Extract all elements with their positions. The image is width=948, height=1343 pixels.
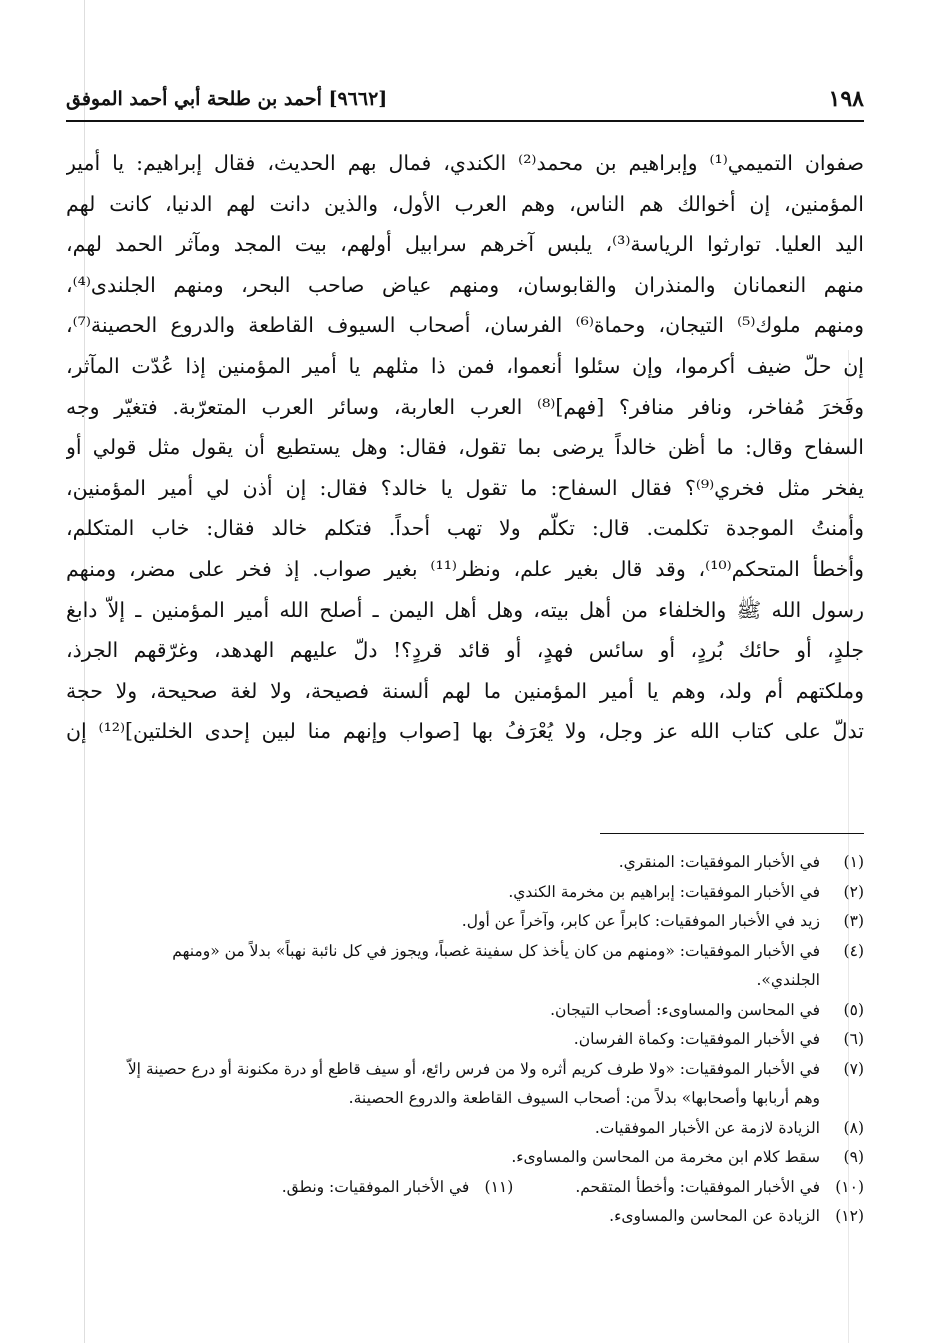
footnote-number: (٩) [843, 1148, 864, 1166]
footnote-number: (٧) [843, 1059, 864, 1078]
footnote-text: الزيادة عن المحاسن والمساوىء. [609, 1207, 820, 1225]
footnote [66, 996, 864, 1026]
footnote-text: الزيادة لازمة عن الأخبار الموفقيات. [594, 1118, 820, 1137]
footnote [66, 1114, 864, 1144]
footnote [66, 937, 864, 996]
page-header [66, 82, 864, 122]
footnote-text: في الأخبار الموفقيات: «ولا طرف كريم أثره ولا من فرس رائع، أو سيف قاطع أو درة مكنونة أو درع حصينة إلاّ [127, 1059, 820, 1078]
text-line: المؤمنين، إن أخوالك هم الناس، وهم العرب الأول، والذين دانت لهم الدنيا، كانت لهم [66, 191, 864, 216]
text-line: ومنهم ملوك⁽⁵⁾ التيجان، وحماة⁽⁶⁾ الفرسان، أصحاب السيوف القاطعة والدروع الحصينة⁽⁷⁾، [66, 313, 864, 338]
footnote [66, 1143, 864, 1173]
footnote-number: (٥) [843, 1000, 864, 1019]
footnote-text: في الأخبار الموفقيات: المنقري. [618, 853, 820, 871]
footnote-text-continued: وهم أربابها وأصحابها» بدلاً من: أصحاب السيوف القاطعة والدروع الحصينة. [348, 1089, 820, 1107]
text-line: وفَخرَ مُفاخر، ونافر منافر؟ [فهم]⁽⁸⁾ العرب العاربة، وسائر العرب المتعرّبة. فتغيّر وجه [66, 394, 864, 419]
footnote-separator [600, 833, 864, 834]
footnote-text: في الأخبار الموفقيات: «ومنهم من كان يأخذ كل سفينة غصباً، ويجوز في كل نائبة نهباً» بدلاً من «ومنهم [172, 941, 820, 960]
footnote-text: زيد في الأخبار الموفقيات: كابراً عن كابر، وآخراً عن أول. [461, 912, 820, 930]
footnote-text: في المحاسن والمساوىء: أصحاب التيجان. [550, 1000, 820, 1019]
footnote-text: في الأخبار الموفقيات: إبراهيم بن مخرمة الكندي. [508, 882, 820, 901]
text-line: وأمنتُ الموجدة تكلمت. قال: تكلّم ولا تهب أحداً. فتكلم خالد فقال: خاب المتكلم، [66, 516, 864, 541]
footnote [282, 1173, 514, 1203]
text-line: رسول الله ﷺ والخلفاء من أهل بيته، وهل أهل اليمن ـ أصلح الله أمير المؤمنين ـ إلاّ دابغ [66, 597, 864, 622]
footnote [66, 1025, 864, 1055]
text-line: اليد العليا. توارثوا الرياسة⁽³⁾، يلبس آخرهم سرابيل أولهم، بيت المجد ومآثر الحمد لهم، [66, 232, 864, 257]
footnote [66, 848, 864, 878]
main-text [66, 143, 864, 752]
footnote-text: في الأخبار الموفقيات: ونطق. [281, 1177, 470, 1196]
footnote [66, 878, 864, 908]
footnote [66, 907, 864, 937]
footnote-number: (٣) [843, 912, 864, 930]
footnote-number: (١٢) [835, 1207, 864, 1225]
footnote-number: (١٠) [835, 1177, 864, 1196]
text-line: وملكتهم أم ولد، وهم يا أمير المؤمنين ما لهم ألسنة فصيحة، ولا لغة صحيحة، ولا حجة [66, 678, 864, 703]
text-line: السفاح وقال: ما أظن خالداً يرضى بما تقول، فقال: وهل يستطيع أن يقول مثل قولي أو [66, 435, 864, 460]
text-line: تدلّ على كتاب الله عز وجل، ولا يُعْرَفُ بها [صواب وإنهم منا لبين إحدى الخلتين]⁽¹²⁾ إن [66, 719, 864, 744]
running-title: [٩٦٦٢] أحمد بن طلحة أبي أحمد الموفق [66, 88, 388, 110]
footnote-number: (٢) [843, 882, 864, 901]
footnote-number: (١١) [484, 1177, 514, 1196]
footnote-text-continued: الجلندي». [756, 971, 820, 989]
footnote-text: في الأخبار الموفقيات: وكماة الفرسان. [573, 1030, 820, 1048]
text-line: إن حلّ ضيف أكرموا، وإن سئلوا أنعموا، فمن ذا مثلهم يا أمير المؤمنين إذا عُدّت المآثر، [66, 353, 864, 378]
text-line: يفخر مثل فخري⁽⁹⁾؟ فقال السفاح: ما تقول يا خالد؟ فقال: إن أذن لي أمير المؤمنين، [66, 475, 864, 500]
footnote-row [66, 1173, 864, 1203]
text-line: جلدٍ، أو حائك بُردٍ، أو سائس فهدٍ، أو قائد قردٍ؟! دلّ عليهم الهدهد، وغرّقهم الجرذ، [66, 638, 864, 663]
footnotes [66, 848, 864, 1232]
footnote [66, 1202, 864, 1232]
footnote [575, 1173, 864, 1203]
footnote-number: (٨) [843, 1118, 864, 1137]
footnote-number: (٤) [843, 941, 864, 960]
text-line: وأخطأ المتحكم⁽¹⁰⁾، وقد قال بغير علم، ونظر⁽¹¹⁾ بغير صواب. إذ فخر على مضر، ومنهم [66, 556, 864, 581]
text-line: صفوان التميمي⁽¹⁾ وإبراهيم بن محمد⁽²⁾ الكندي، فمال بهم الحديث، فقال إبراهيم: يا أمير [66, 151, 864, 175]
footnote [66, 1055, 864, 1114]
footnote-number: (١) [843, 853, 864, 871]
footnote-text: سقط كلام ابن مخرمة من المحاسن والمساوىء. [511, 1148, 820, 1166]
footnote-text: في الأخبار الموفقيات: وأخطأ المتقحم. [575, 1177, 820, 1196]
footnote-number: (٦) [843, 1030, 864, 1048]
text-line: منهم النعمانان والمنذران والقابوسان، ومنهم عياض صاحب البحر، ومنهم الجلندى⁽⁴⁾، [66, 272, 864, 297]
page-number: ١٩٨ [828, 86, 864, 112]
